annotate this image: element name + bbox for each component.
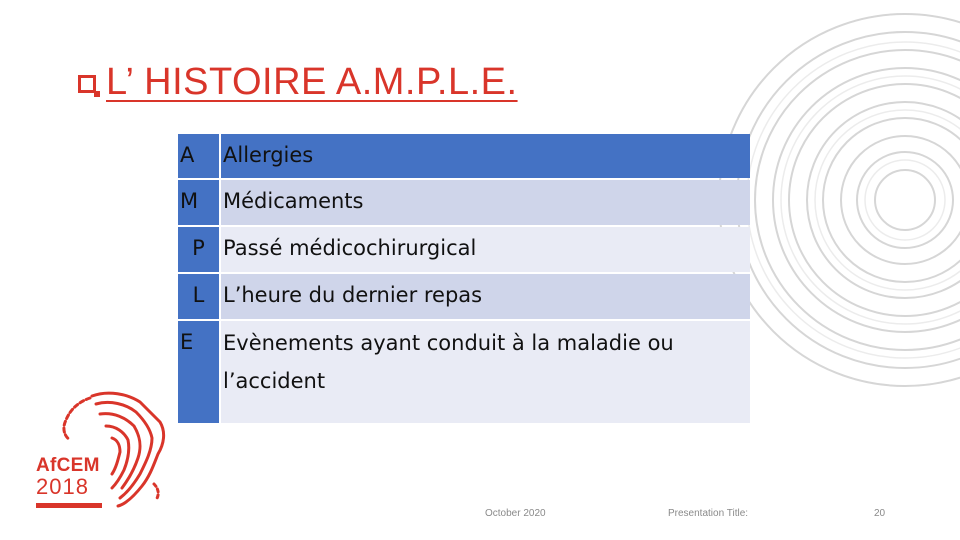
row-description: Médicaments [221,180,750,225]
table-row [178,134,750,178]
row-description: Passé médicochirurgical [221,227,750,272]
row-letter: L [178,274,219,319]
row-letter: A [178,134,219,178]
checkbox-bullet-icon [78,75,96,93]
row-description: L’heure du dernier repas [221,274,750,319]
logo-name: AfCEM [36,455,100,476]
logo-underline-bar [36,503,102,508]
row-letter: E [178,321,219,423]
footer-date: October 2020 [485,508,546,519]
row-letter: P [178,227,219,272]
logo-year: 2018 [36,474,89,499]
table-row [178,227,750,272]
row-description: Evènements ayant conduit à la maladie ou l’accident [221,321,750,423]
ample-table [178,134,750,425]
table-row [178,180,750,225]
row-letter: M [178,180,219,225]
row-description: Allergies [221,134,750,178]
slide-title-row [78,58,518,106]
table-row [178,321,750,423]
footer-presentation-title: Presentation Title: [668,508,749,519]
table-row [178,274,750,319]
footer-page-number: 20 [874,508,886,519]
slide-title: L’ HISTOIRE A.M.P.L.E. [106,60,518,103]
